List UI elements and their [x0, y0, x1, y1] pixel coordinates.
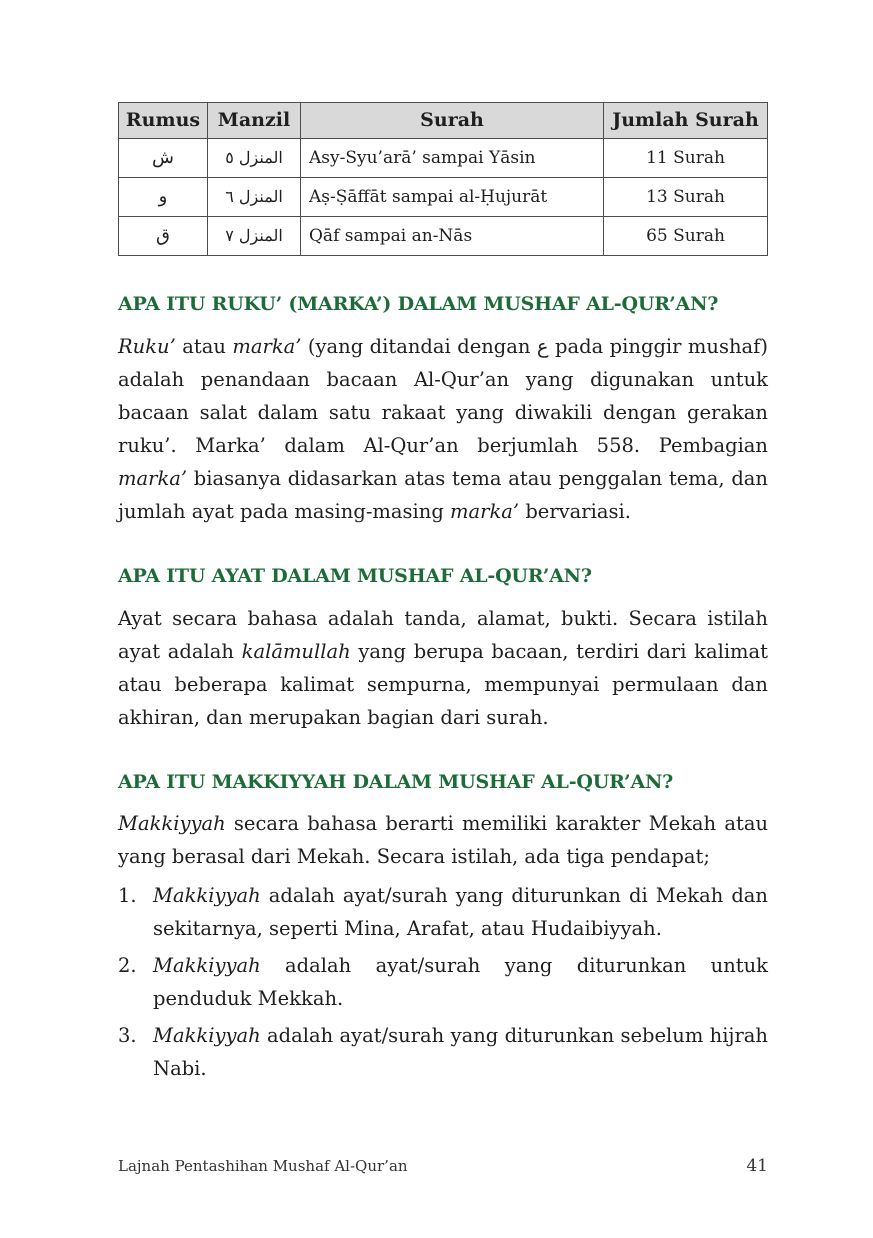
- running-title: Lajnah Pentashihan Mushaf Al-Qur’an: [118, 1157, 408, 1175]
- term-marka: marka’: [118, 466, 188, 490]
- cell-manzil: المنزل ٥: [208, 139, 301, 178]
- section-title-ruku: APA ITU RUKU’ (MARKA’) DALAM MUSHAF AL-QUR’AN?: [118, 293, 719, 315]
- term-makkiyyah: Makkiyyah: [153, 884, 261, 908]
- table-header-row: [119, 103, 768, 139]
- manzil-table: [118, 102, 768, 256]
- cell-manzil: المنزل ٧: [208, 217, 301, 256]
- term-makkiyyah: Makkiyyah: [153, 1024, 261, 1048]
- table-row: [119, 178, 768, 217]
- list-item: 3. Makkiyyah adalah ayat/surah yang diturunkan sebelum hijrah Nabi.: [118, 1019, 768, 1085]
- cell-surah: Qāf sampai an-Nās: [301, 217, 604, 256]
- section-title-makkiyyah: APA ITU MAKKIYYAH DALAM MUSHAF AL-QUR’AN?: [118, 770, 674, 793]
- header-surah: Surah: [301, 103, 604, 139]
- cell-surah: Asy-Syu’arā’ sampai Yāsin: [301, 139, 604, 178]
- list-item: 1. Makkiyyah adalah ayat/surah yang diturunkan di Mekah dan sekitarnya, seperti Mina, Arafat, atau Hudaibiyyah.: [118, 879, 768, 945]
- cell-surah: Aṣ-Ṣāffāt sampai al-Ḥujurāt: [301, 178, 604, 217]
- list-number: 3.: [118, 1024, 137, 1048]
- page-number: 41: [746, 1156, 768, 1176]
- paragraph-ruku: Ruku’ atau marka’ (yang ditandai dengan ع pada pinggir mushaf) adalah penandaan bacaan Al-Qur’an yang digunakan untuk bacaan salat dalam satu rakaat yang diwakili dengan gerakan ruku’. Marka’ dalam Al-Qur’an berjumlah 558. Pembagian marka’ biasanya didasarkan atas tema atau penggalan tema, dan jumlah ayat pada masing-masing marka’ bervariasi.: [118, 334, 769, 523]
- cell-rumus: ش: [119, 139, 208, 178]
- list-number: 2.: [118, 954, 137, 978]
- list-item: 2. Makkiyyah adalah ayat/surah yang diturunkan untuk penduduk Mekkah.: [118, 949, 768, 1015]
- term-marka: marka’: [450, 499, 520, 523]
- term-ruku: Ruku’: [118, 334, 176, 358]
- cell-manzil: المنزل ٦: [208, 178, 301, 217]
- header-rumus: Rumus: [119, 103, 208, 139]
- cell-jumlah: 11 Surah: [604, 139, 768, 178]
- term-makkiyyah: Makkiyyah: [118, 812, 226, 836]
- term-marka: marka’: [232, 334, 302, 358]
- makkiyyah-opinions-list: [118, 879, 768, 1085]
- cell-rumus: و: [119, 178, 208, 217]
- table-row: [119, 139, 768, 178]
- table-row: [119, 217, 768, 256]
- paragraph-makkiyyah: Makkiyyah secara bahasa berarti memiliki karakter Mekah atau yang berasal dari Mekah. Secara istilah, ada tiga pendapat;: [118, 812, 768, 869]
- header-manzil: Manzil: [208, 103, 301, 139]
- cell-jumlah: 65 Surah: [604, 217, 768, 256]
- term-kalamullah: kalāmullah: [241, 639, 351, 663]
- list-number: 1.: [118, 884, 137, 908]
- cell-rumus: ق: [119, 217, 208, 256]
- paragraph-ayat: Ayat secara bahasa adalah tanda, alamat, bukti. Secara istilah ayat adalah kalāmullah yang berupa bacaan, terdiri dari kalimat atau beberapa kalimat sempurna, mempunyai permulaan dan akhiran, dan merupakan bagian dari surah.: [118, 606, 769, 729]
- page-content: [118, 102, 768, 1089]
- section-title-ayat: APA ITU AYAT DALAM MUSHAF AL-QUR’AN?: [118, 564, 592, 587]
- header-jumlah-surah: Jumlah Surah: [604, 103, 768, 139]
- cell-jumlah: 13 Surah: [604, 178, 768, 217]
- term-makkiyyah: Makkiyyah: [153, 954, 261, 978]
